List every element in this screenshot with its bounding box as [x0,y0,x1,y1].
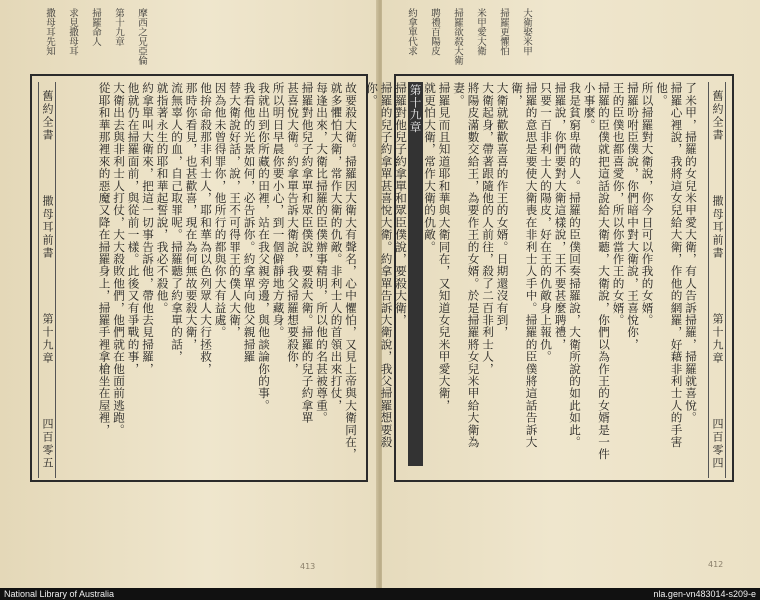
text-column: 只要一百非利士人的陽皮，好在王的仇敵身上報仇。 [539,82,553,363]
text-column: 就更怕大衛，常作大衛的仇敵。 [423,82,437,253]
page-number: 四百零四 [711,418,724,470]
text-column: 掃羅心裡說，我將這女兒給大衛，作他的網羅，好藉非利士人的手害他。 [655,82,684,448]
text-column: 替大衛說好話，說，王不可得罪王的僕人大衛， [228,82,242,339]
left-page-notes [44,8,147,70]
text-column: 掃羅對他兒子約拿單和眾臣僕說，要殺大衛。掃羅的兒子約拿單 [300,82,315,424]
text-column: 就指著永生的耶和華起誓說，我必不殺他。 [155,82,170,314]
text-column: 甚喜悅大衛。約拿單告訴大衛說，我父掃羅想要殺你， [286,82,300,375]
text-column: 他就仍在掃羅面前，與從前一樣。此後又有爭戰的事， [126,82,141,375]
text-column: 我看他的光景如何，必告訴你。約拿單向他父親掃羅 [242,82,257,363]
pencil-mark: 413 [300,562,316,571]
text-column: 那時你看見，也甚歡喜，現在為何無故要殺大衛， [184,82,199,351]
text-column: 了米甲，掃羅的女兒米甲愛大衛，有人告訴掃羅，掃羅就喜悅。 [684,82,698,424]
right-page-notes [406,8,532,70]
text-column: 所以明日早晨你要小心，到一個僻靜地方藏身。 [271,82,286,339]
footer-bar [0,588,760,600]
marginal-note: 大衛娶米甲 [521,8,532,56]
chapter-label: 第十九章 [41,313,54,365]
text-column: 約拿單叫大衛來，把這一切事告訴他，帶他去見掃羅， [141,82,155,375]
marginal-note: 掃羅欲殺大衛 [452,8,463,65]
text-column: 掃羅的臣僕就把這話說給大衛聽，大衛說，你們以為作王的女婿是一件小事麼。 [582,82,611,461]
text-column: 因為他未曾得罪你，他所行的都與你大有益處。 [213,82,228,339]
marginal-note: 掃羅更懼怕 [498,8,509,56]
text-column: 掃羅的兒子約拿單甚喜悅大衛。約拿單告訴大衛說，我父掃羅想要殺你。 [365,82,394,448]
chapter-label: 第十九章 [711,313,724,365]
text-column: 每逢出來，大衛比掃羅的臣僕辦事精明，所以他的名甚被尊重。 [315,82,329,424]
marginal-note: 米甲愛大衛 [475,8,486,56]
text-column: 就多懼怕大衛，常作大衛的仇敵。非利士人的首領出來打仗， [329,82,344,412]
text-column: 大衛起身，帶著跟隨他的人前往，殺了二百非利士人， [481,82,495,375]
page-number: 四百零五 [41,418,54,470]
marginal-note: 求見撒母耳 [67,8,78,56]
left-body-text [60,82,358,466]
section-title: 撒母耳前書 [711,195,724,260]
left-page [0,0,378,588]
book-title: 舊約全書 [711,90,724,142]
text-column: 掃羅的意思是要使大衛喪在非利士人手中。掃羅的臣僕將這話告訴大衛， [510,82,539,448]
text-column: 掃羅說，你們要對大衛這樣說，王不要甚麼聘禮， [553,82,568,351]
text-column: 大衛出去與非利士人打仗，大大殺敗他們，他們就在他面前逃跑。 [112,82,126,436]
text-column: 將陽皮滿數交給王，為要作王的女婿。於是掃羅將女兒米甲給大衛為妻。 [452,82,481,448]
text-column: 王的臣僕也都喜愛你，所以你當作王的女婿。 [611,82,626,326]
item-identifier: nla.gen-vn483014-s209-e [653,589,756,599]
text-column: 我是貧窮卑微的人。掃羅的臣僕回奏掃羅說，大衛所說的如此如此。 [568,82,582,448]
pencil-mark: 412 [708,560,724,569]
right-margin-column [708,82,726,478]
text-column: 掃羅吩咐臣僕說，你們暗中對大衛說，王喜悅你， [626,82,640,351]
marginal-note: 約拿單代求 [406,8,417,56]
right-page [365,0,760,588]
text-column: 從耶和華那裡來的惡魔又降在掃羅身上，掃羅手裡拿槍坐在屋裡， [97,82,112,436]
book-title: 舊約全書 [41,90,54,142]
text-column: 掃羅見而且知道耶和華與大衛同在，又知道女兒米甲愛大衛， [437,82,452,412]
text-column: 他拚命殺那非利士人，耶和華為以色列眾人大行拯救， [199,82,213,375]
library-credit: National Library of Australia [4,589,115,599]
text-column: 我就出到你所藏的田裡，站在我父親旁邊，與他談論你的事。 [257,82,271,412]
marginal-note: 聘禮百陽皮 [429,8,440,56]
marginal-note: 第十九章 [113,8,124,46]
text-column: 所以掃羅對大衛說，你今日可以作我的女婿。 [640,82,655,326]
text-column: 第十九章 [408,82,423,466]
left-margin-column [38,82,56,478]
marginal-note: 摩西之兄亞倫 [136,8,147,65]
text-column: 流無辜人的血，自己取罪呢。掃羅聽了約拿單的話， [170,82,184,363]
text-column: 掃羅對他兒子約拿單和眾臣僕說，要殺大衛， [394,82,408,326]
right-body-text [365,82,698,466]
text-column: 故要殺大衛。掃羅因大衛大有聲名，心中懼怕，又見上帝與大衛同在， [344,82,358,461]
marginal-note: 掃羅命人 [90,8,101,46]
marginal-note: 撒母耳先知 [44,8,55,56]
section-title: 撒母耳前書 [41,195,54,260]
text-column: 大衛就歡歡喜喜的作王的女婿。日期還沒有到， [495,82,510,339]
